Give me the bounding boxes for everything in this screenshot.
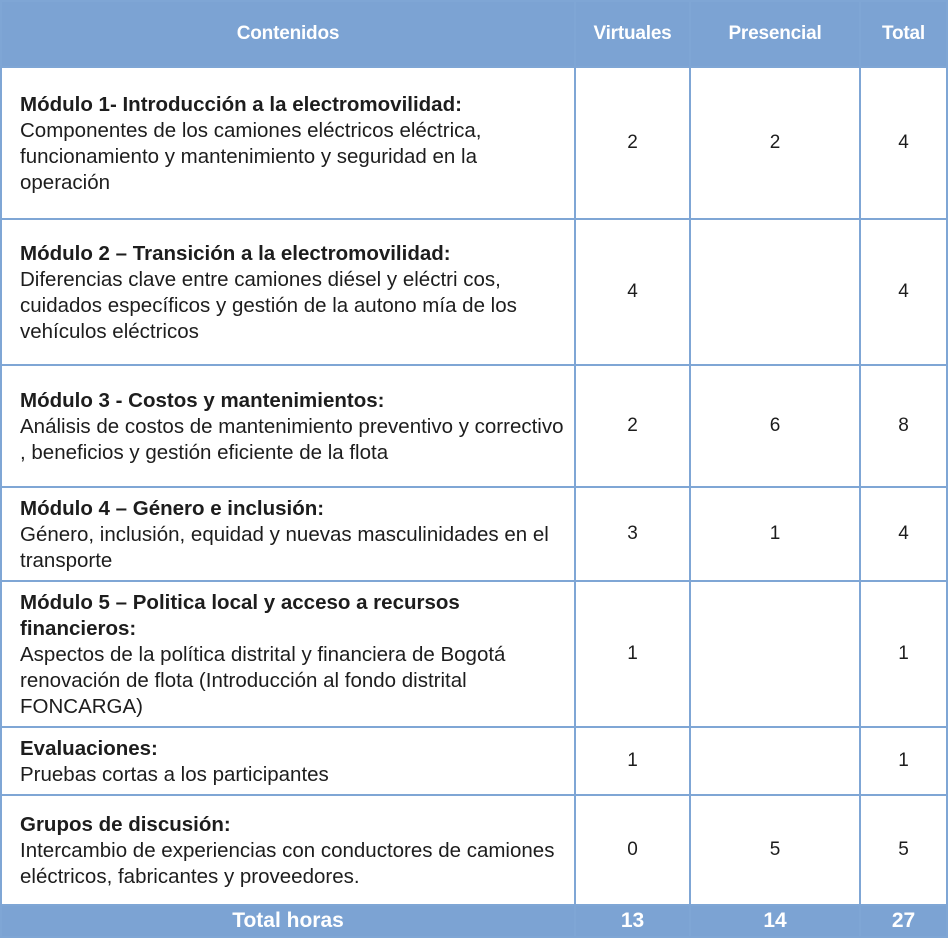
- table-header: [1, 1, 947, 67]
- table-row: [1, 487, 947, 581]
- virtuales-cell: 4: [575, 219, 690, 365]
- total-cell: 8: [860, 365, 947, 487]
- module-cell: [1, 487, 575, 581]
- presencial-cell: 2: [690, 67, 860, 219]
- module-title: Módulo 1- Introducción a la electromovilidad:: [20, 93, 462, 116]
- table-row: [1, 219, 947, 365]
- table-row: [1, 795, 947, 905]
- virtuales-cell: 3: [575, 487, 690, 581]
- total-cell: 1: [860, 581, 947, 727]
- total-row: [1, 905, 947, 937]
- virtuales-cell: 1: [575, 727, 690, 795]
- table-body: [1, 67, 947, 905]
- virtuales-cell: 2: [575, 365, 690, 487]
- presencial-cell: [690, 727, 860, 795]
- module-description: Diferencias clave entre camiones diésel y eléctri cos, cuidados específicos y gestión de la autono mía de los vehículos eléctricos: [20, 268, 517, 343]
- header-contenidos: Contenidos: [1, 1, 575, 67]
- table-footer: [1, 905, 947, 937]
- total-cell: 4: [860, 219, 947, 365]
- presencial-cell: 1: [690, 487, 860, 581]
- module-description: Pruebas cortas a los participantes: [20, 763, 329, 786]
- total-cell: 5: [860, 795, 947, 905]
- module-cell: [1, 219, 575, 365]
- table-row: [1, 727, 947, 795]
- module-description: Género, inclusión, equidad y nuevas masculinidades en el transporte: [20, 523, 549, 572]
- module-description: Componentes de los camiones eléctricos eléctrica, funcionamiento y mantenimiento y seguridad en la operación: [20, 119, 482, 194]
- total-presencial: 14: [690, 905, 860, 937]
- presencial-cell: 6: [690, 365, 860, 487]
- module-cell: [1, 795, 575, 905]
- table-row: [1, 365, 947, 487]
- table-row: [1, 67, 947, 219]
- table-row: [1, 581, 947, 727]
- presencial-cell: [690, 581, 860, 727]
- total-total: 27: [860, 905, 947, 937]
- module-cell: [1, 67, 575, 219]
- module-cell: [1, 365, 575, 487]
- virtuales-cell: 0: [575, 795, 690, 905]
- module-cell: [1, 727, 575, 795]
- total-virtuales: 13: [575, 905, 690, 937]
- module-description: Aspectos de la política distrital y financiera de Bogotá renovación de flota (Introducción al fondo distrital FONCARGA): [20, 643, 506, 718]
- total-cell: 4: [860, 67, 947, 219]
- module-title: Grupos de discusión:: [20, 813, 231, 836]
- module-title: Módulo 2 – Transición a la electromovilidad:: [20, 242, 451, 265]
- presencial-cell: [690, 219, 860, 365]
- module-description: Análisis de costos de mantenimiento preventivo y correctivo , beneficios y gestión eficiente de la flota: [20, 415, 564, 464]
- module-description: Intercambio de experiencias con conductores de camiones eléctricos, fabricantes y proveedores.: [20, 839, 555, 888]
- header-row: [1, 1, 947, 67]
- total-cell: 4: [860, 487, 947, 581]
- presencial-cell: 5: [690, 795, 860, 905]
- virtuales-cell: 2: [575, 67, 690, 219]
- header-total: Total: [860, 1, 947, 67]
- module-title: Evaluaciones:: [20, 737, 158, 760]
- module-title: Módulo 5 – Politica local y acceso a recursos financieros:: [20, 591, 460, 640]
- total-horas-label: Total horas: [1, 905, 575, 937]
- module-title: Módulo 3 - Costos y mantenimientos:: [20, 389, 385, 412]
- module-title: Módulo 4 – Género e inclusión:: [20, 497, 325, 520]
- virtuales-cell: 1: [575, 581, 690, 727]
- header-presencial: Presencial: [690, 1, 860, 67]
- module-cell: [1, 581, 575, 727]
- header-virtuales: Virtuales: [575, 1, 690, 67]
- total-cell: 1: [860, 727, 947, 795]
